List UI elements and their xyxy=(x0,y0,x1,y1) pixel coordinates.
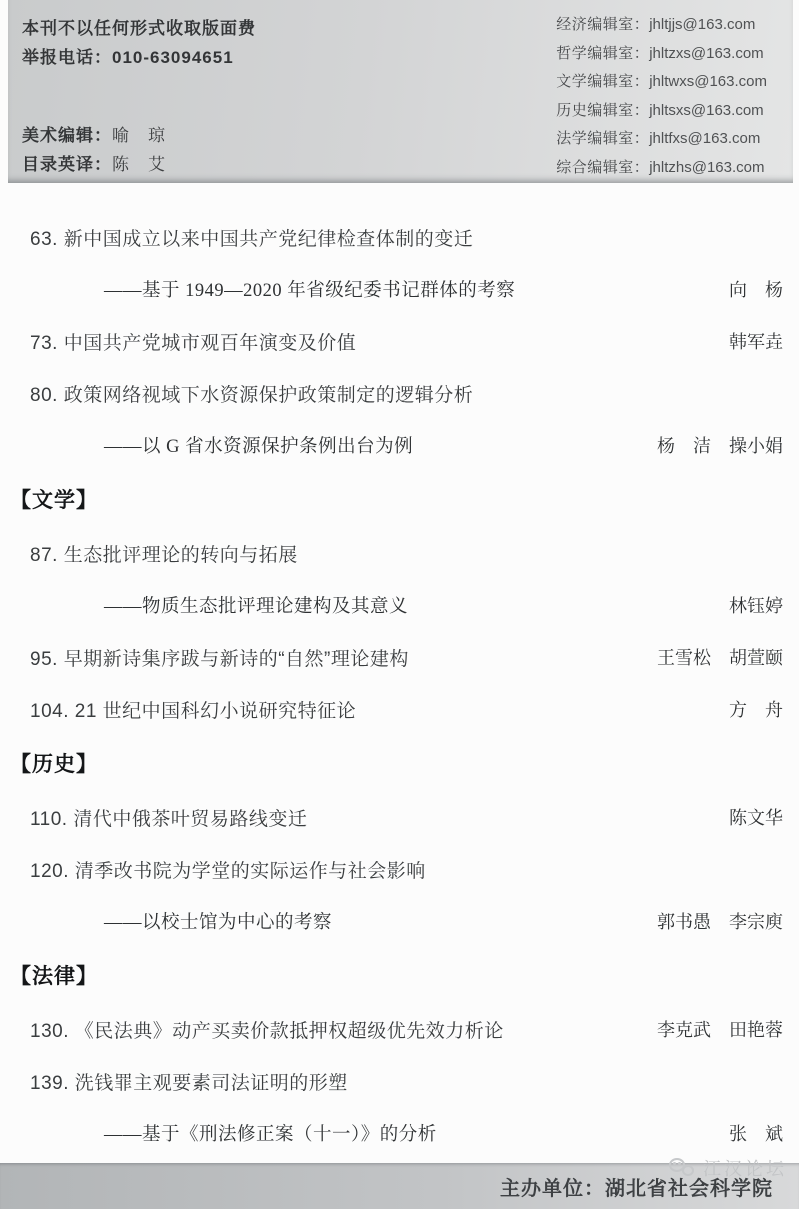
email-address: jhltfxs@163.com xyxy=(649,130,761,147)
report-phone: 举报电话：010-63094651 xyxy=(22,48,234,67)
header-email-list xyxy=(556,10,767,183)
authors: 王雪松 胡萱颐 xyxy=(657,648,783,668)
watermark-text: 江汉论坛 xyxy=(703,1159,787,1179)
translator-name: 陈 艾 xyxy=(112,155,166,174)
toc-entry-95: 95. 早期新诗集序跋与新诗的“自然”理论建构 王雪松 胡萱颐 xyxy=(30,631,785,683)
email-address: jhltzxs@163.com xyxy=(649,44,764,62)
authors: 向 杨 xyxy=(729,280,783,300)
email-address: jhltzhs@163.com xyxy=(649,158,765,176)
toc-entry-80: 80. 政策网络视域下水资源保护政策制定的逻辑分析 xyxy=(30,384,474,406)
authors: 杨 洁 操小娟 xyxy=(657,436,783,456)
toc-subtitle-139: ——基于《刑法修正案（十一）》的分析 张 斌 xyxy=(30,1107,785,1159)
section-header-history: 【历史】 xyxy=(10,753,98,776)
email-address: jhltjjs@163.com xyxy=(649,16,756,33)
email-row-philosophy: 哲学编辑室：jhltzxs@163.com xyxy=(556,44,764,62)
toc-entry-63: 63. 新中国成立以来中国共产党纪律检查体制的变迁 xyxy=(30,228,474,250)
toc-entry-110: 110. 清代中俄茶叶贸易路线变迁 陈文华 xyxy=(30,791,785,843)
email-row-law: 法学编辑室：jhltfxs@163.com xyxy=(556,130,761,147)
wechat-watermark xyxy=(669,1155,787,1181)
no-fee-notice: 本刊不以任何形式收取版面费 xyxy=(22,19,256,38)
translator-line xyxy=(22,150,256,179)
art-editor-name: 喻 琼 xyxy=(112,126,166,145)
toc-entry-73: 73. 中国共产党城市观百年演变及价值 韩军垚 xyxy=(30,315,785,367)
email-row-economics: 经济编辑室：jhltjjs@163.com xyxy=(556,16,756,33)
authors: 林钰婷 xyxy=(729,596,783,616)
jianghan-forum-logo-icon xyxy=(669,1156,699,1180)
authors: 李克武 田艳蓉 xyxy=(657,1020,783,1040)
translator-label: 目录英译： xyxy=(22,155,112,174)
authors: 陈文华 xyxy=(729,808,783,828)
email-address: jhltwxs@163.com xyxy=(649,73,767,90)
art-editor-line xyxy=(22,121,256,150)
table-of-contents xyxy=(0,183,799,1159)
organizer-text: 主办单位：湖北省社会科学院 xyxy=(500,1177,773,1200)
toc-entry-87: 87. 生态批评理论的转向与拓展 xyxy=(30,544,298,566)
toc-subtitle-120: ——以校士馆为中心的考察 郭书愚 李宗庾 xyxy=(30,895,785,947)
email-row-history: 历史编辑室：jhltsxs@163.com xyxy=(556,101,764,119)
toc-entry-104: 104. 21 世纪中国科幻小说研究特征论 方 舟 xyxy=(30,683,785,735)
toc-entry-120: 120. 清季改书院为学堂的实际运作与社会影响 xyxy=(30,860,426,882)
authors: 方 舟 xyxy=(729,700,783,720)
toc-subtitle-87: ——物质生态批评理论建构及其意义 林钰婷 xyxy=(30,579,785,631)
toc-entry-139: 139. 洗钱罪主观要素司法证明的形塑 xyxy=(30,1072,348,1094)
email-address: jhltsxs@163.com xyxy=(649,101,764,119)
email-row-literature: 文学编辑室：jhltwxs@163.com xyxy=(556,73,767,90)
authors: 韩军垚 xyxy=(729,332,783,352)
authors: 张 斌 xyxy=(729,1124,783,1144)
toc-entry-130: 130. 《民法典》动产买卖价款抵押权超级优先效力析论 李克武 田艳蓉 xyxy=(30,1003,785,1055)
authors: 郭书愚 李宗庾 xyxy=(657,912,783,932)
art-editor-label: 美术编辑： xyxy=(22,126,112,145)
toc-subtitle-63: ——基于 1949—2020 年省级纪委书记群体的考察 向 杨 xyxy=(30,263,785,315)
email-row-general: 综合编辑室：jhltzhs@163.com xyxy=(556,158,765,176)
toc-subtitle-80: ——以 G 省水资源保护条例出台为例 杨 洁 操小娟 xyxy=(30,419,785,471)
section-header-literature: 【文学】 xyxy=(10,489,98,512)
header-band xyxy=(8,0,793,183)
header-left-column xyxy=(22,10,256,183)
section-header-law: 【法律】 xyxy=(10,965,98,988)
editor-credits xyxy=(22,121,256,179)
